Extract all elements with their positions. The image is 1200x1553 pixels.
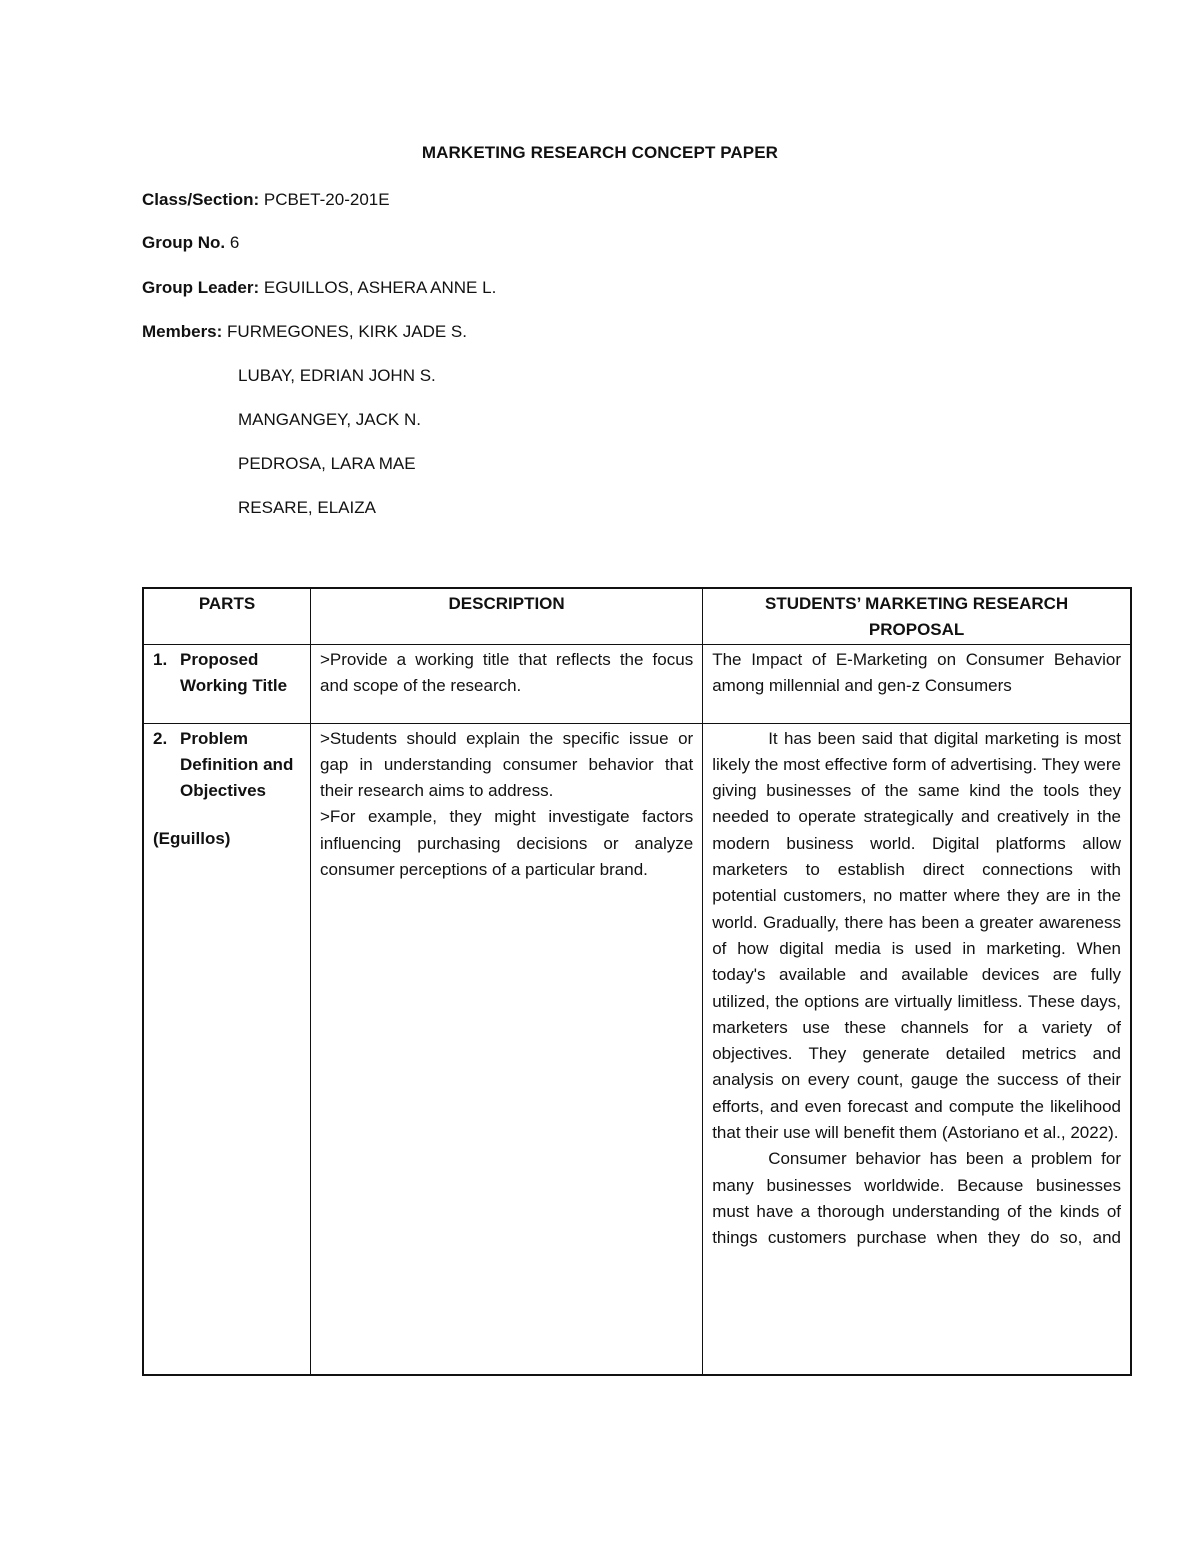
group-no-label: Group No.: [142, 233, 226, 252]
description-cell: [310, 723, 702, 1375]
table-header-row: [143, 588, 1131, 644]
class-section-value: PCBET-20-201E: [263, 190, 390, 209]
member-name: RESARE, ELAIZA: [238, 498, 376, 517]
group-leader-label: Group Leader:: [142, 278, 260, 297]
description-paragraph: >For example, they might investigate factors influencing purchasing decisions or analyze consumer perceptions of a particular brand.: [319, 807, 694, 880]
part-note: (Eguillos): [153, 829, 231, 849]
members-label: Members:: [142, 322, 223, 341]
table-row: [143, 644, 1131, 723]
group-leader-value: EGUILLOS, ASHERA ANNE L.: [263, 278, 497, 297]
proposal-cell: [703, 723, 1131, 1375]
part-title: Proposed Working Title: [180, 649, 288, 695]
description-cell: >Provide a working title that reflects the focus and scope of the research.: [310, 644, 702, 723]
member-name: LUBAY, EDRIAN JOHN S.: [238, 366, 436, 385]
group-no-line: [142, 233, 239, 253]
proposal-paragraph: It has been said that digital marketing is most likely the most effective form of advertising. They were giving businesses of the same kind the tools they needed to operate strategically and creatively in the modern business world. Digital platforms allow marketers to establish direct connections with potential customers, no matter where they are in the world. Gradually, there has been a greater awareness of how digital media is used in marketing. When today's available and available devices are fully utilized, the options are virtually limitless. These days, marketers use these channels for a variety of objectives. They generate detailed metrics and analysis on every count, gauge the success of their efforts, and even forecast and compute the likelihood that their use will benefit them (Astoriano et al., 2022).: [712, 728, 1121, 1143]
class-section-line: [142, 190, 390, 210]
member-name: MANGANGEY, JACK N.: [238, 410, 421, 429]
class-section-label: Class/Section:: [142, 190, 260, 209]
part-number: 2.: [153, 728, 168, 748]
header-parts: PARTS: [143, 588, 310, 644]
part-number: 1.: [153, 649, 168, 669]
group-no-value: 6: [229, 233, 240, 252]
part-cell: [143, 723, 310, 1375]
header-proposal: STUDENTS’ MARKETING RESEARCH PROPOSAL: [703, 588, 1131, 644]
part-cell: [143, 644, 310, 723]
group-leader-line: [142, 278, 496, 298]
part-title: Problem Definition and Objectives: [180, 728, 294, 801]
page-title: MARKETING RESEARCH CONCEPT PAPER: [421, 143, 779, 162]
concept-table: [142, 587, 1132, 1376]
header-description: DESCRIPTION: [310, 588, 702, 644]
member-name: PEDROSA, LARA MAE: [238, 454, 416, 473]
member-name: FURMEGONES, KIRK JADE S.: [227, 322, 467, 341]
members-line: [142, 322, 467, 342]
description-paragraph: >Students should explain the specific issue or gap in understanding consumer behavior that their research aims to address.: [319, 728, 694, 801]
proposal-paragraph: Consumer behavior has been a problem for many businesses worldwide. Because businesses must have a thorough understanding of the kinds of things customers purchase when they do so, and: [712, 1149, 1121, 1248]
table-row: [143, 723, 1131, 1375]
proposal-cell: The Impact of E-Marketing on Consumer Behavior among millennial and gen-z Consumers: [703, 644, 1131, 723]
